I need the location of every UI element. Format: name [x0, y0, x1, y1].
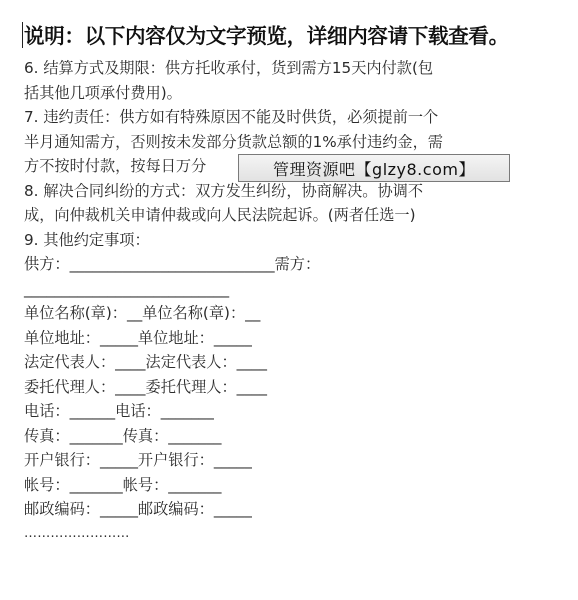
party-underline: ___________________________ — [24, 279, 230, 298]
clause-9 — [24, 228, 560, 253]
watermark-text: 管理资源吧【glzy8.com】 — [273, 159, 475, 179]
text-line: 9. 其他约定事项： — [24, 230, 150, 249]
field-row-address: 单位地址：_____单位地址：_____ — [24, 328, 252, 347]
field-row-phone: 电话：______电话：_______ — [24, 402, 214, 420]
clause-8 — [24, 179, 560, 228]
field-row-bank: 开户银行：_____开户银行：_____ — [24, 451, 252, 469]
clause-6 — [24, 56, 560, 105]
preview-notice — [24, 14, 572, 54]
field-row-postcode: 邮政编码：_____邮政编码：_____ — [24, 500, 252, 518]
text-line: 半月通知需方，否则按未发部分货款总额的1%承付违约金，需 — [24, 132, 443, 151]
text-line: 7. 违约责任：供方如有特殊原因不能及时供货，必须提前一个 — [24, 108, 439, 126]
field-row-company-name: 单位名称(章)：__单位名称(章)：__ — [24, 304, 261, 322]
text-line: 括其他几项承付费用)。 — [24, 83, 182, 102]
ellipsis-line: …………………… — [24, 525, 130, 541]
text-line: 8. 解决合同纠纷的方式：双方发生纠纷，协商解决。协调不 — [24, 181, 424, 200]
text-line: 方不按时付款，按每日万分 — [24, 157, 207, 175]
field-row-account: 帐号：_______帐号：_______ — [24, 475, 222, 494]
field-row-agent: 委托代理人：____委托代理人：____ — [24, 377, 267, 396]
field-row-fax: 传真：_______传真：_______ — [24, 426, 222, 445]
watermark-banner — [238, 154, 510, 182]
text-line: 成，向仲裁机关申请仲裁或向人民法院起诉。(两者任选一) — [24, 206, 416, 224]
preview-notice-text: 说明：以下内容仅为文字预览，详细内容请下载查看。 — [24, 24, 509, 48]
party-line: 供方：___________________________需方： — [24, 255, 321, 273]
signature-block — [24, 252, 560, 546]
text-line: 6. 结算方式及期限：供方托收承付，货到需方15天内付款(包 — [24, 59, 434, 77]
field-row-legal-rep: 法定代表人：____法定代表人：____ — [24, 353, 267, 371]
text-cursor — [22, 22, 23, 48]
document-body — [24, 56, 560, 546]
